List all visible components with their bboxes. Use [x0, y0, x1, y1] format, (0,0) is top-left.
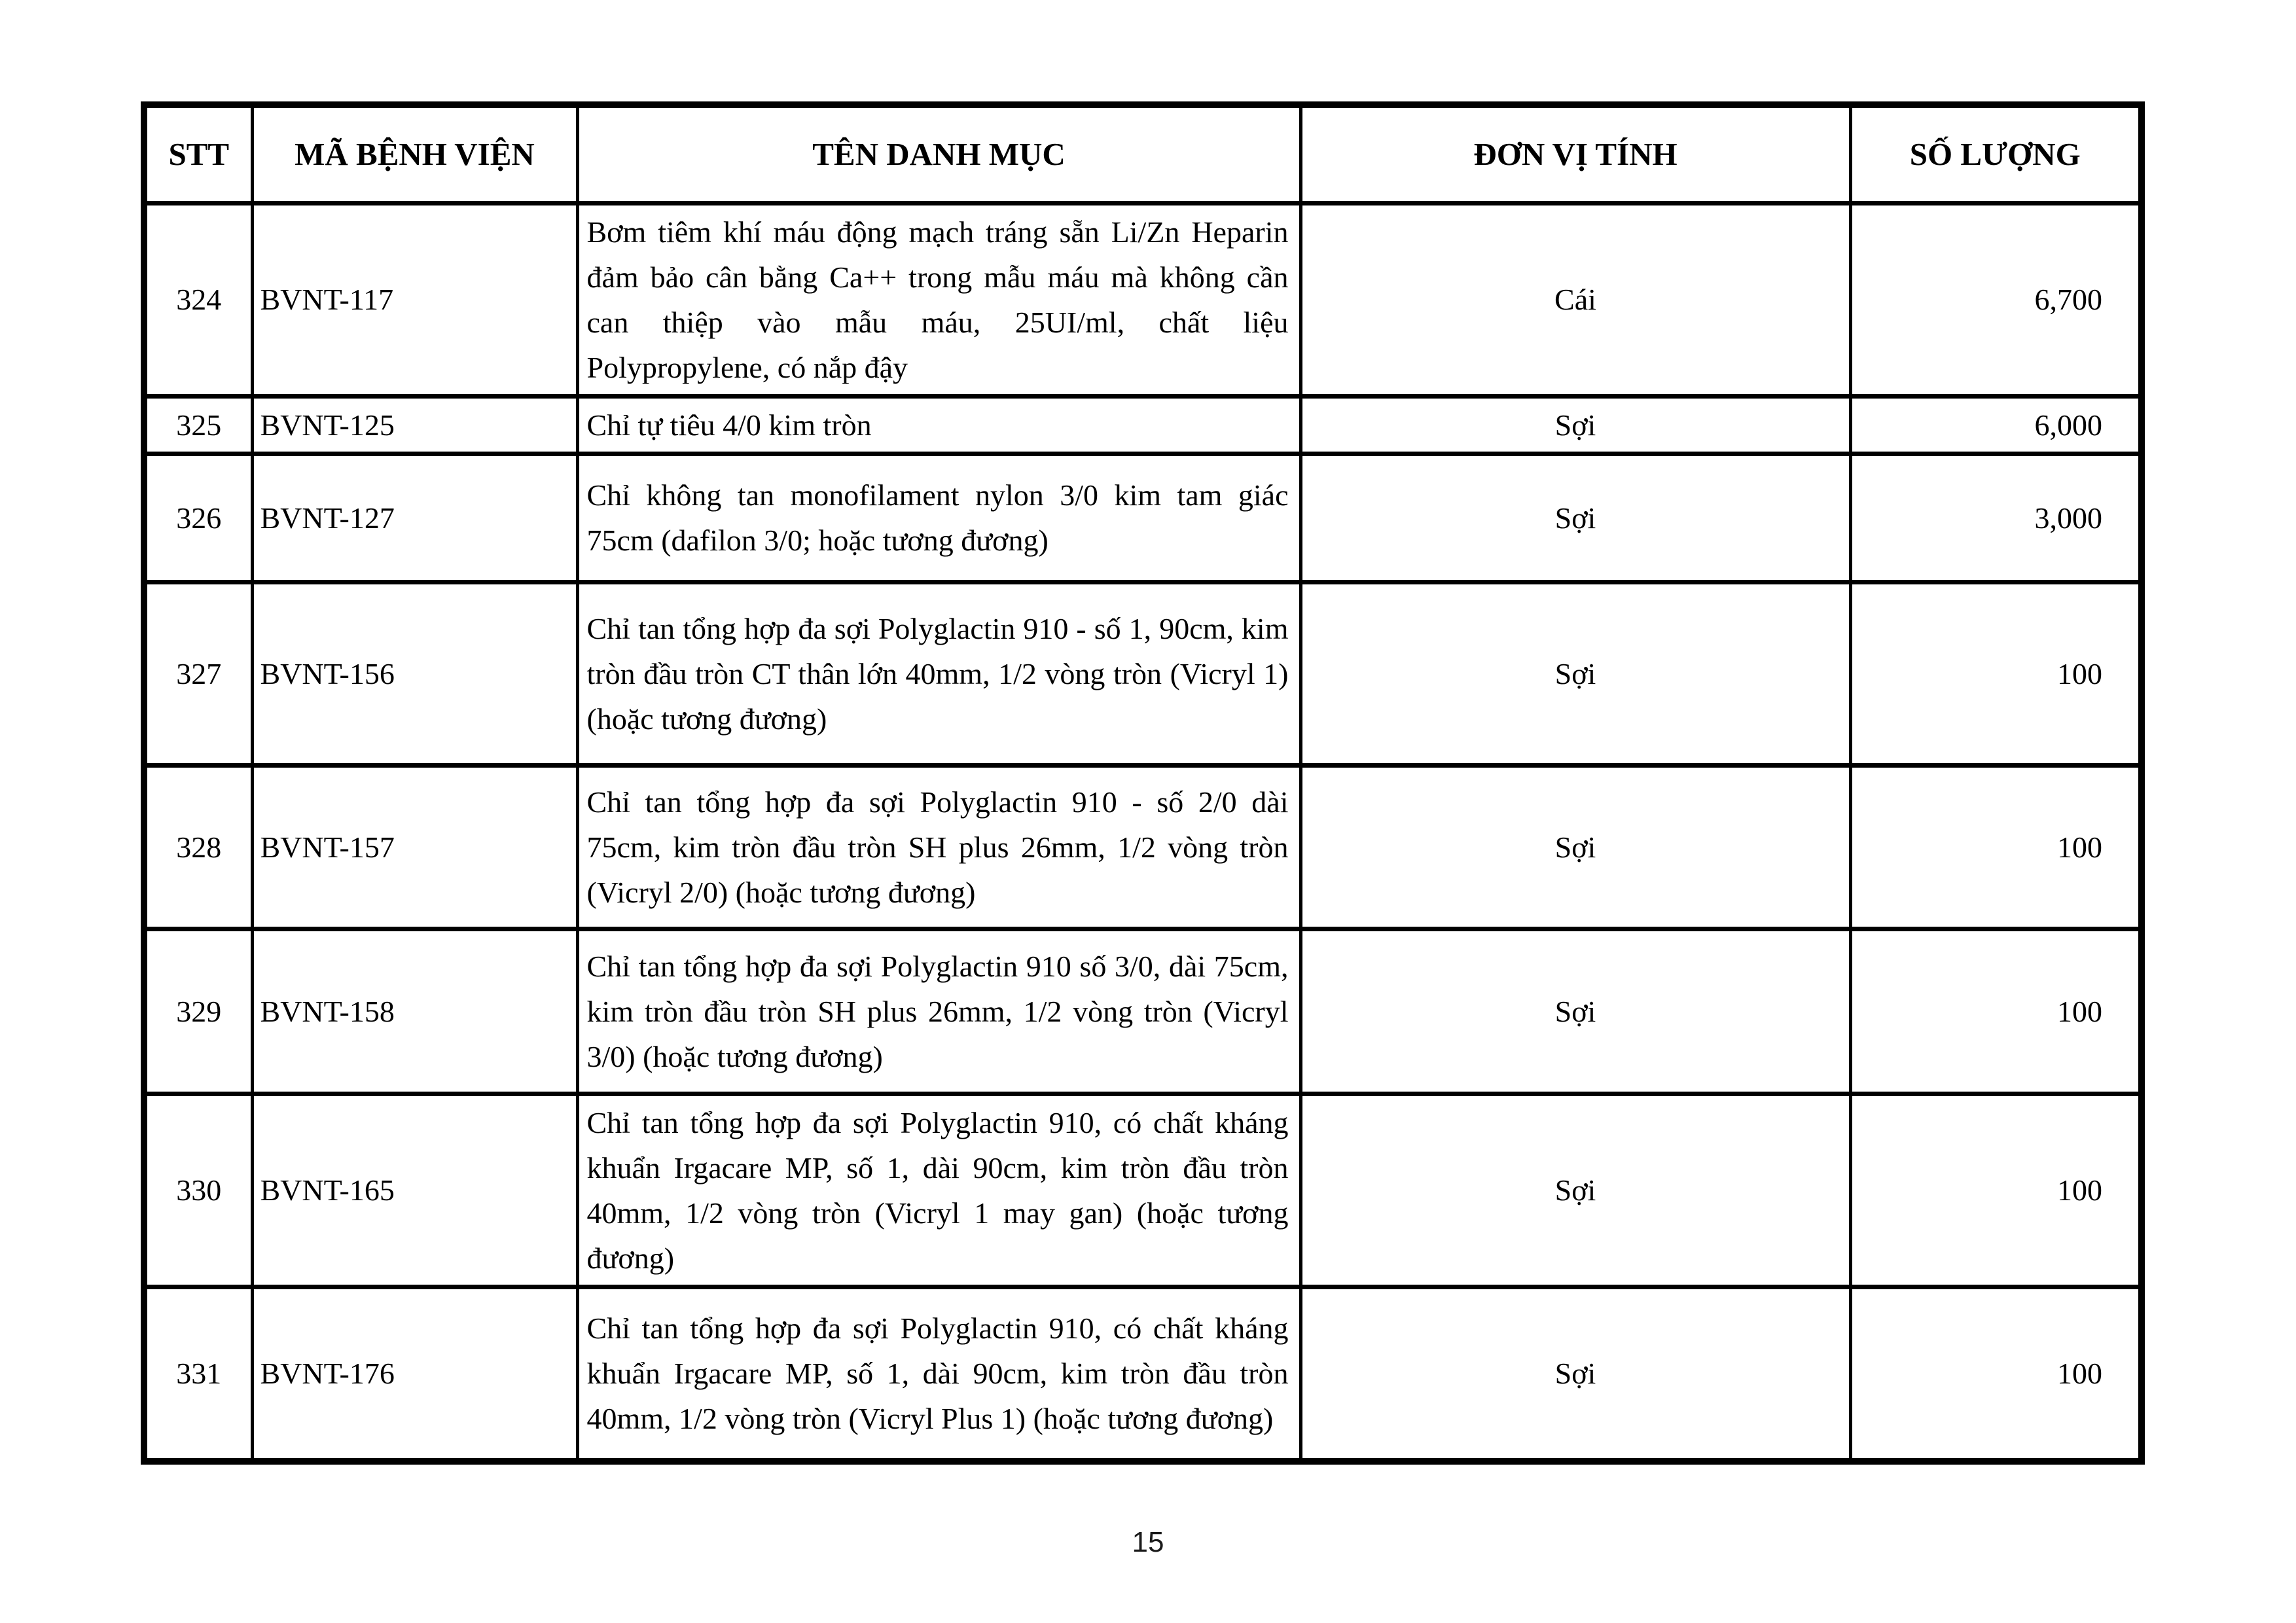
cell-unit: Sợi	[1300, 1094, 1850, 1287]
cell-unit: Sợi	[1300, 929, 1850, 1094]
cell-qty: 100	[1850, 582, 2142, 765]
cell-stt: 329	[144, 929, 252, 1094]
cell-stt: 331	[144, 1287, 252, 1461]
table-row	[144, 1287, 2142, 1461]
cell-name: Bơm tiêm khí máu động mạch tráng sẵn Li/Zn Heparin đảm bảo cân bằng Ca++ trong mẫu máu mà không cần can thiệp vào mẫu máu, 25UI/ml, chất liệu Polypropylene, có nắp đậy	[577, 203, 1300, 396]
table-row	[144, 929, 2142, 1094]
cell-unit: Sợi	[1300, 454, 1850, 582]
table-row	[144, 1094, 2142, 1287]
table-row	[144, 203, 2142, 396]
table-row	[144, 396, 2142, 454]
cell-unit: Sợi	[1300, 1287, 1850, 1461]
cell-unit: Sợi	[1300, 582, 1850, 765]
cell-name: Chỉ tan tổng hợp đa sợi Polyglactin 910 - số 1, 90cm, kim tròn đầu tròn CT thân lớn 40mm, 1/2 vòng tròn (Vicryl 1) (hoặc tương đương)	[577, 582, 1300, 765]
cell-code: BVNT-158	[252, 929, 577, 1094]
cell-name: Chỉ tan tổng hợp đa sợi Polyglactin 910, có chất kháng khuẩn Irgacare MP, số 1, dài 90cm, kim tròn đầu tròn 40mm, 1/2 vòng tròn (Vicryl Plus 1) (hoặc tương đương)	[577, 1287, 1300, 1461]
cell-unit: Cái	[1300, 203, 1850, 396]
cell-qty: 6,000	[1850, 396, 2142, 454]
cell-stt: 330	[144, 1094, 252, 1287]
cell-name: Chỉ tan tổng hợp đa sợi Polyglactin 910 số 3/0, dài 75cm, kim tròn đầu tròn SH plus 26mm, 1/2 vòng tròn (Vicryl 3/0) (hoặc tương đương)	[577, 929, 1300, 1094]
cell-code: BVNT-117	[252, 203, 577, 396]
table-row	[144, 454, 2142, 582]
cell-name: Chỉ tan tổng hợp đa sợi Polyglactin 910, có chất kháng khuẩn Irgacare MP, số 1, dài 90cm, kim tròn đầu tròn 40mm, 1/2 vòng tròn (Vicryl 1 may gan) (hoặc tương đương)	[577, 1094, 1300, 1287]
cell-name: Chỉ tan tổng hợp đa sợi Polyglactin 910 - số 2/0 dài 75cm, kim tròn đầu tròn SH plus 26mm, 1/2 vòng tròn (Vicryl 2/0) (hoặc tương đương)	[577, 765, 1300, 929]
column-header-code: MÃ BỆNH VIỆN	[252, 105, 577, 203]
table-header	[144, 105, 2142, 203]
table-row	[144, 765, 2142, 929]
cell-code: BVNT-156	[252, 582, 577, 765]
cell-qty: 100	[1850, 929, 2142, 1094]
cell-qty: 100	[1850, 1287, 2142, 1461]
cell-code: BVNT-176	[252, 1287, 577, 1461]
cell-unit: Sợi	[1300, 396, 1850, 454]
page-number: 15	[1132, 1526, 1164, 1558]
table-row	[144, 582, 2142, 765]
cell-code: BVNT-125	[252, 396, 577, 454]
cell-qty: 100	[1850, 1094, 2142, 1287]
cell-name: Chỉ tự tiêu 4/0 kim tròn	[577, 396, 1300, 454]
table-body	[144, 203, 2142, 1461]
cell-stt: 326	[144, 454, 252, 582]
column-header-name: TÊN DANH MỤC	[577, 105, 1300, 203]
column-header-unit: ĐƠN VỊ TÍNH	[1300, 105, 1850, 203]
cell-stt: 325	[144, 396, 252, 454]
column-header-qty: SỐ LƯỢNG	[1850, 105, 2142, 203]
cell-stt: 328	[144, 765, 252, 929]
header-row	[144, 105, 2142, 203]
cell-unit: Sợi	[1300, 765, 1850, 929]
cell-code: BVNT-165	[252, 1094, 577, 1287]
cell-stt: 324	[144, 203, 252, 396]
items-table	[141, 101, 2145, 1465]
cell-name: Chỉ không tan monofilament nylon 3/0 kim tam giác 75cm (dafilon 3/0; hoặc tương đương)	[577, 454, 1300, 582]
column-header-stt: STT	[144, 105, 252, 203]
cell-qty: 3,000	[1850, 454, 2142, 582]
cell-stt: 327	[144, 582, 252, 765]
cell-qty: 100	[1850, 765, 2142, 929]
cell-qty: 6,700	[1850, 203, 2142, 396]
cell-code: BVNT-157	[252, 765, 577, 929]
cell-code: BVNT-127	[252, 454, 577, 582]
